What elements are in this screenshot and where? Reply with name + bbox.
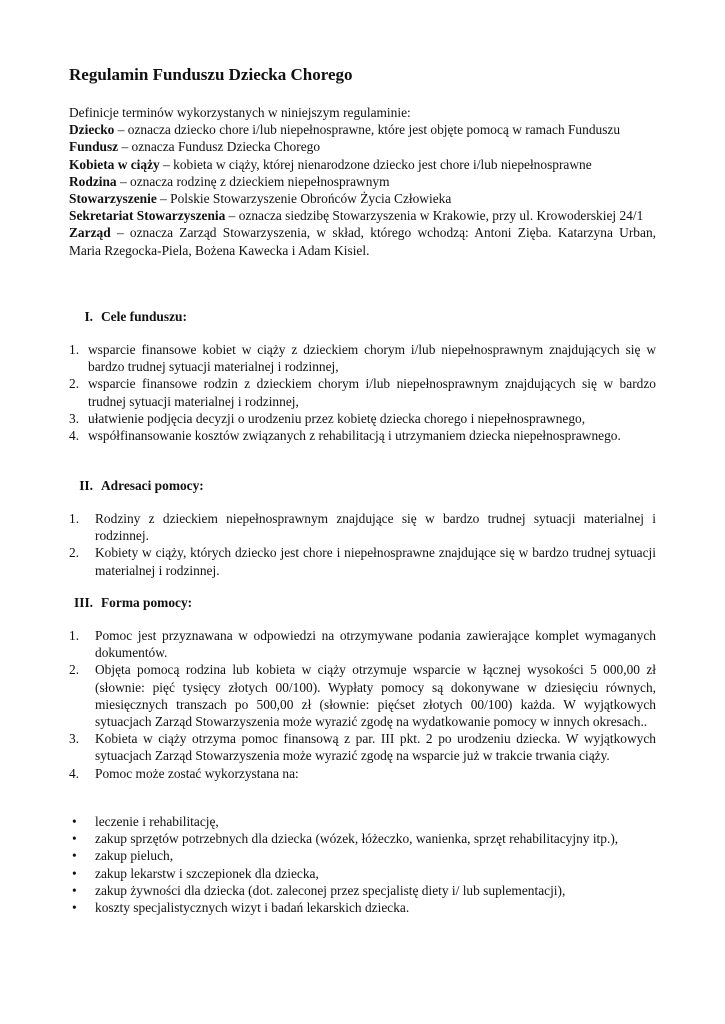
recipients-list xyxy=(69,510,656,579)
bullet-text: zakup żywności dla dziecka (dot. zaleconej przez specjalistę diety i/ lub suplementacji), xyxy=(95,882,566,898)
definition-item xyxy=(69,207,656,224)
list-item xyxy=(69,510,656,544)
definition-term: Zarząd xyxy=(69,225,111,241)
definition-term: Rodzina xyxy=(69,173,117,189)
bullet-item xyxy=(69,830,656,847)
section-number: III. xyxy=(74,595,93,610)
list-marker: 3. xyxy=(69,731,80,747)
list-marker: 2. xyxy=(69,662,80,678)
list-item xyxy=(69,341,656,375)
definition-item xyxy=(69,224,656,258)
list-item-text: Objęta pomocą rodzina lub kobieta w ciąży otrzymuje wsparcie w łącznej wysokości 5 000,00 zł (słownie: pięć tysięcy złotych 00/100). Wypłaty pomocy są dokonywane w dziesięciu równych, miesięcznych transzach po 500,00 zł (słownie: pięćset złotych 00/100) każda. W wyjątkowych sytuacjach Zarząd Stowarzyszenia może wyrazić zgodę na wydatkowanie pomocy w innych okresach.. xyxy=(95,662,656,730)
definition-term: Fundusz xyxy=(69,139,119,155)
list-marker: 1. xyxy=(69,511,80,526)
bullet-text: zakup lekarstw i szczepionek dla dziecka, xyxy=(95,865,319,881)
section-number: II. xyxy=(79,478,93,493)
definition-item xyxy=(69,138,656,155)
bullet-item xyxy=(69,865,656,882)
form-of-help-list xyxy=(69,627,656,782)
list-marker: 3. xyxy=(69,410,80,426)
definition-text: – oznacza rodzinę z dzieckiem niepełnosprawnym xyxy=(116,173,390,189)
definition-text: – oznacza Fundusz Dziecka Chorego xyxy=(118,139,321,155)
list-item-text: Pomoc jest przyznawana w odpowiedzi na otrzymywane podania zawierające komplet wymaganych dokumentów. xyxy=(95,628,656,661)
list-item-text: wsparcie finansowe kobiet w ciąży z dzieckiem chorym i/lub niepełnosprawnym znajdujących się w bardzo trudnej sytuacji materialnej i rodzinnej, xyxy=(88,342,656,375)
section-title: Forma pomocy: xyxy=(101,595,193,610)
definition-text: – oznacza dziecko chore i/lub niepełnosprawne, które jest objęte pomocą w ramach Funduszu xyxy=(114,122,621,138)
section-number: I. xyxy=(84,309,93,324)
definition-term: Dziecko xyxy=(69,122,115,138)
list-item-text: Pomoc może zostać wykorzystana na: xyxy=(95,765,299,781)
definition-text: – kobieta w ciąży, której nienarodzone dziecko jest chore i/lub niepełnosprawne xyxy=(159,156,592,172)
bullet-text: zakup pieluch, xyxy=(95,848,174,864)
list-item-text: współfinansowanie kosztów związanych z rehabilitacją i utrzymaniem dziecka niepełnosprawnego. xyxy=(88,428,621,444)
definition-item xyxy=(69,190,656,207)
bullet-icon: • xyxy=(72,882,77,898)
bullet-item xyxy=(69,847,656,864)
list-item xyxy=(69,730,656,764)
list-marker: 4. xyxy=(69,428,80,444)
list-item xyxy=(69,661,656,730)
bullet-item xyxy=(69,882,656,899)
definition-term: Kobieta w ciąży xyxy=(69,156,160,172)
list-item xyxy=(69,765,656,782)
bullet-text: leczenie i rehabilitację, xyxy=(95,814,219,829)
list-item xyxy=(69,410,656,427)
list-item-text: Kobieta w ciąży otrzyma pomoc finansową z par. III pkt. 2 po urodzeniu dziecka. W wyjątkowych sytuacjach Zarząd Stowarzyszenia może wyrazić zgodę na wsparcie już w trakcie trwania ciąży. xyxy=(95,731,656,764)
bullet-icon: • xyxy=(72,848,77,864)
bullet-item xyxy=(69,813,656,830)
section-heading-goals xyxy=(69,308,187,325)
list-item-text: ułatwienie podjęcia decyzji o urodzeniu przez kobietę dziecka chorego i niepełnosprawnego, xyxy=(88,410,586,426)
section-heading-recipients xyxy=(69,477,204,494)
bullet-icon: • xyxy=(72,831,77,847)
list-marker: 2. xyxy=(69,545,80,561)
list-item xyxy=(69,544,656,578)
section-title: Cele funduszu: xyxy=(101,309,187,324)
bullet-icon: • xyxy=(72,865,77,881)
help-uses-list xyxy=(69,813,656,916)
list-item-text: Rodziny z dzieckiem niepełnosprawnym znajdujące się w bardzo trudnej sytuacji materialnej i rodzinnej. xyxy=(95,511,656,544)
list-item xyxy=(69,627,656,661)
definition-text: – oznacza siedzibę Stowarzyszenia w Krakowie, przy ul. Krowoderskiej 24/1 xyxy=(225,208,644,224)
definition-term: Sekretariat Stowarzyszenia xyxy=(69,208,226,224)
goals-list xyxy=(69,341,656,444)
list-marker: 1. xyxy=(69,342,80,357)
list-marker: 4. xyxy=(69,765,80,781)
definition-text: – oznacza Zarząd Stowarzyszenia, w skład, którego wchodzą: Antoni Zięba. Katarzyna Urban, Maria Rzegocka-Piela, Bożena Kawecka i Adam Kisiel. xyxy=(69,225,656,258)
list-item-text: Kobiety w ciąży, których dziecko jest chore i niepełnosprawne znajdujące się w bardzo trudnej sytuacji materialnej i rodzinnej. xyxy=(95,545,656,578)
list-item-text: wsparcie finansowe rodzin z dzieckiem chorym i/lub niepełnosprawnym znajdujących się w bardzo trudnej sytuacji materialnej i rodzinnej, xyxy=(88,376,656,409)
list-item xyxy=(69,375,656,409)
document-title: Regulamin Funduszu Dziecka Chorego xyxy=(69,65,353,84)
definitions-intro: Definicje terminów wykorzystanych w niniejszym regulaminie: xyxy=(69,105,411,120)
definition-text: – Polskie Stowarzyszenie Obrońców Życia Człowieka xyxy=(156,191,452,207)
list-item xyxy=(69,427,656,444)
bullet-text: koszty specjalistycznych wizyt i badań lekarskich dziecka. xyxy=(95,900,410,916)
bullet-item xyxy=(69,899,656,916)
list-marker: 1. xyxy=(69,628,80,643)
section-title: Adresaci pomocy: xyxy=(101,478,204,493)
bullet-icon: • xyxy=(72,814,77,829)
definition-item xyxy=(69,121,656,138)
bullet-text: zakup sprzętów potrzebnych dla dziecka (wózek, łóżeczko, wanienka, sprzęt rehabilitacyjny itp.), xyxy=(95,831,619,847)
definition-item xyxy=(69,156,656,173)
definition-item xyxy=(69,173,656,190)
section-heading-form-of-help xyxy=(69,594,192,611)
list-marker: 2. xyxy=(69,376,80,392)
definition-term: Stowarzyszenie xyxy=(69,191,157,207)
definitions-block xyxy=(69,104,656,259)
bullet-icon: • xyxy=(72,900,77,916)
